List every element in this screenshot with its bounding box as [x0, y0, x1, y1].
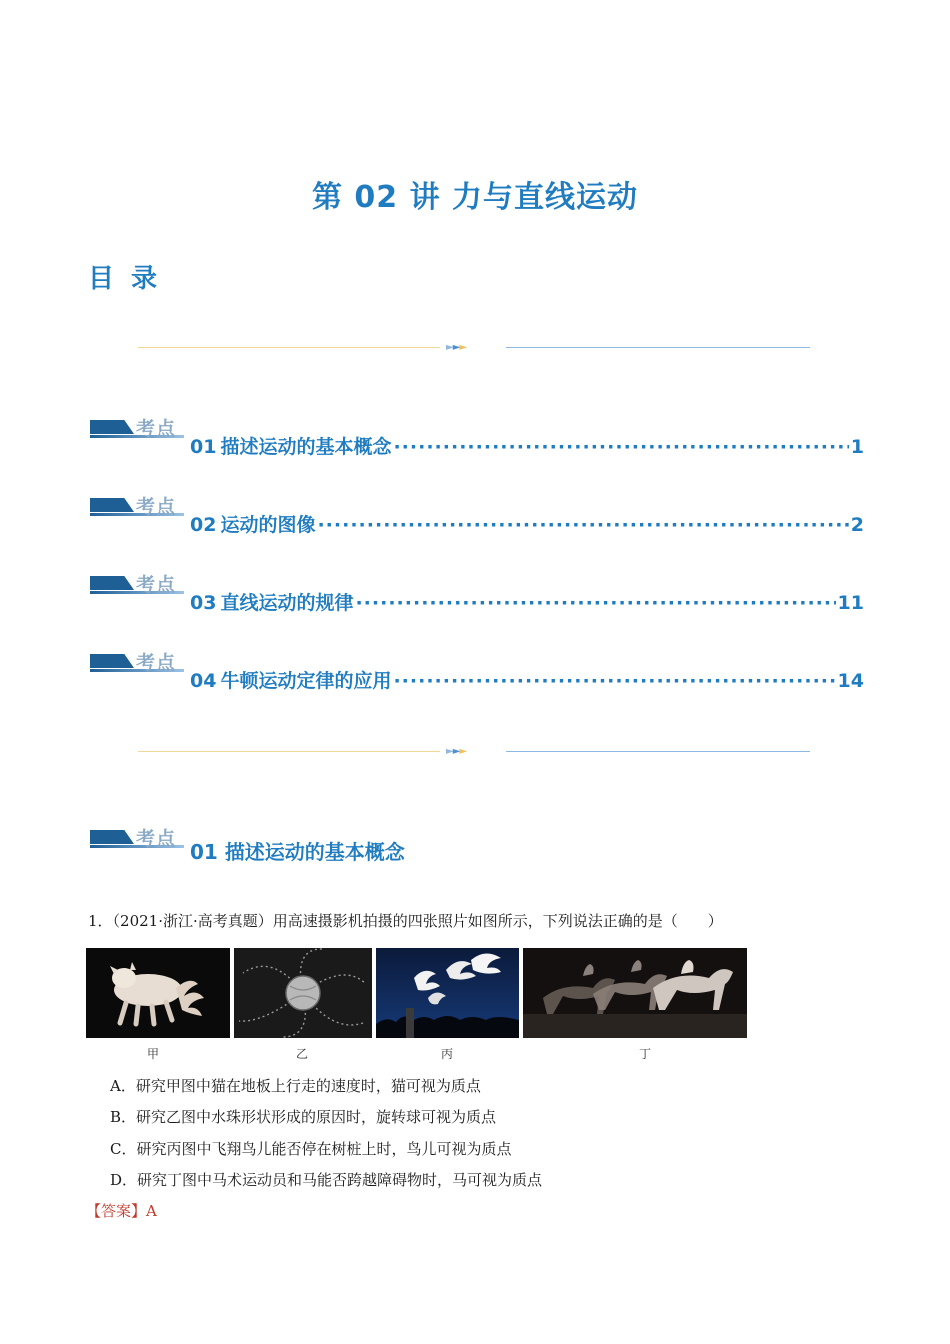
option-b[interactable]: B．研究乙图中水珠形状形成的原因时，旋转球可视为质点 — [110, 1108, 497, 1126]
kaodian-badge: 考点 — [90, 572, 186, 600]
kaodian-badge: 考点 — [90, 650, 186, 678]
page-title: 第 02 讲 力与直线运动 — [311, 180, 639, 215]
toc-item-4[interactable]: 04 牛顿运动定律的应用 ····· 14 — [190, 666, 864, 693]
arrow-icon: ► — [452, 342, 460, 353]
toc-item-1[interactable]: 01 描述运动的基本概念 ····· 1 — [190, 432, 864, 459]
option-d[interactable]: D．研究丁图中马术运动员和马能否跨越障碍物时，马可视为质点 — [110, 1171, 543, 1189]
toc-heading: 目 录 — [88, 264, 162, 294]
toc-item-label: 直线运动的规律 — [220, 592, 354, 614]
section-title: 01 描述运动的基本概念 — [190, 840, 405, 864]
photo-caption: 丙 — [441, 1047, 454, 1061]
photo-caption: 甲 — [147, 1047, 160, 1061]
photo-horse-rider — [523, 948, 747, 1038]
kaodian-badge: 考点 — [90, 494, 186, 522]
question-stem: 1．（2021·浙江·高考真题）用高速摄影机拍摄的四张照片如图所示，下列说法正确的是（ ） — [88, 912, 723, 930]
toc-item-3[interactable]: 03 直线运动的规律 ····· 11 — [190, 588, 864, 615]
toc-page-number: 11 — [837, 592, 864, 614]
divider-bottom — [138, 746, 810, 758]
option-c[interactable]: C．研究丙图中飞翔鸟儿能否停在树桩上时，鸟儿可视为质点 — [110, 1140, 512, 1158]
toc-item-label: 描述运动的基本概念 — [220, 436, 392, 458]
option-a[interactable]: A．研究甲图中猫在地板上行走的速度时，猫可视为质点 — [110, 1077, 481, 1095]
photo-caption: 乙 — [296, 1047, 309, 1061]
toc-page-number: 1 — [850, 436, 864, 458]
kaodian-badge: 考点 — [90, 416, 186, 444]
toc-leader — [355, 592, 835, 614]
toc-item-2[interactable]: 02 运动的图像 ····· 2 — [190, 510, 864, 537]
toc-item-label: 运动的图像 — [220, 514, 316, 536]
toc-leader — [393, 436, 848, 458]
arrow-icon: ► — [459, 342, 467, 353]
answer: 【答案】A — [86, 1202, 157, 1220]
divider-top — [138, 342, 810, 354]
photo-birds — [376, 948, 519, 1038]
toc-page-number: 2 — [850, 514, 864, 536]
photo-cat — [86, 948, 230, 1038]
arrow-icon: ► — [459, 746, 467, 757]
photo-spinning-ball — [234, 948, 372, 1038]
arrow-icon: ► — [452, 746, 460, 757]
toc-page-number: 14 — [837, 670, 864, 692]
arrow-icon: ► — [446, 342, 453, 353]
photo-caption: 丁 — [639, 1047, 652, 1061]
toc-item-label: 牛顿运动定律的应用 — [220, 670, 392, 692]
kaodian-badge: 考点 — [90, 826, 186, 854]
arrow-icon: ► — [446, 746, 453, 757]
toc-leader — [393, 670, 835, 692]
toc-leader — [317, 514, 848, 536]
